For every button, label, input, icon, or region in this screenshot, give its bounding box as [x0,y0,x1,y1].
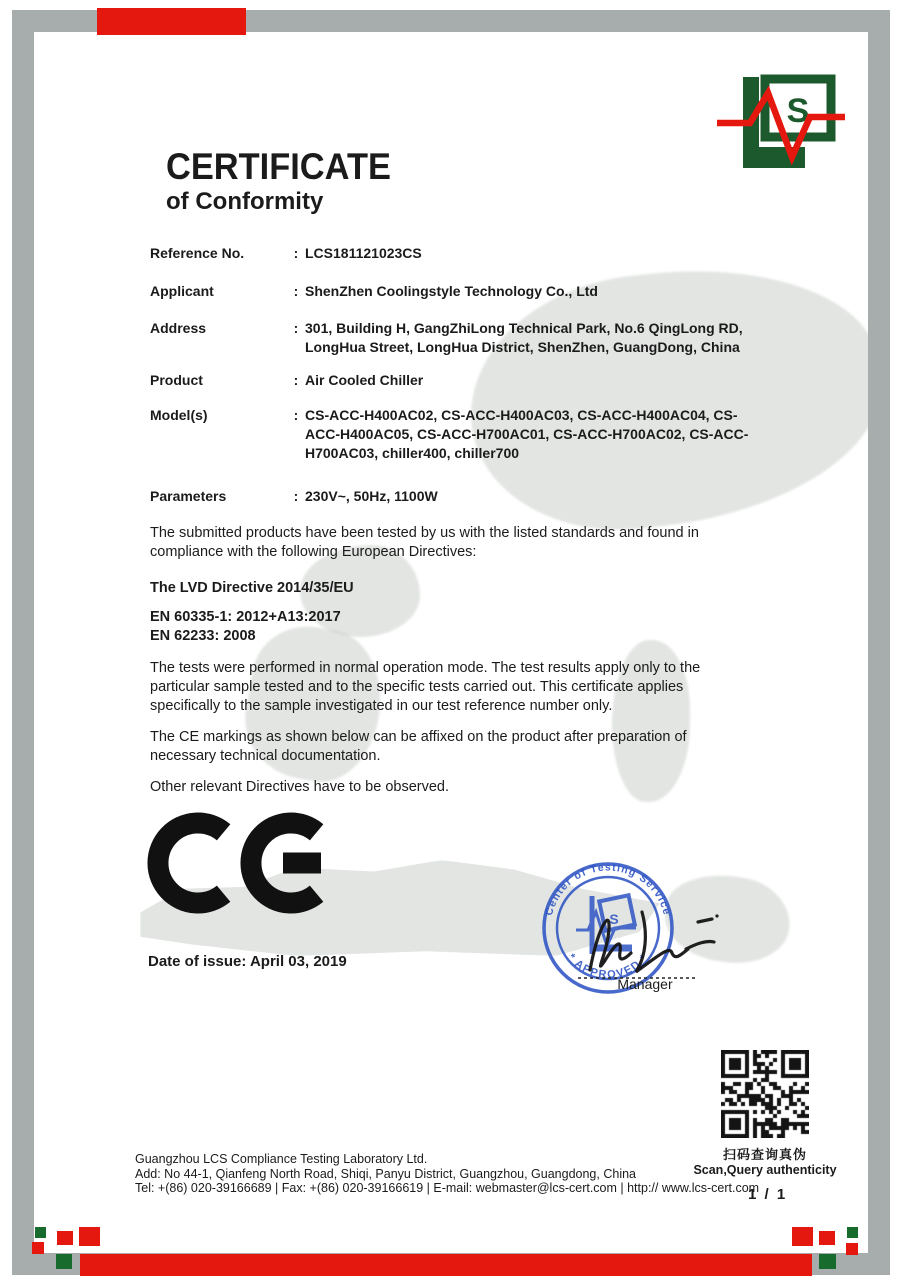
svg-text:Center of Testing Service [543,862,673,917]
certificate-body [150,244,772,814]
standard-item: EN 60335-1: 2012+A13:2017 [150,609,341,625]
decor-square [819,1231,835,1245]
bottom-accent-bar [80,1254,812,1276]
decor-square [57,1231,73,1245]
qr-caption-zh: 扫码查询真伪 [722,1147,807,1162]
decor-square [79,1227,100,1246]
field-row-product: Product : Air Cooled Chiller [150,371,772,390]
field-row-address: Address : 301, Building H, GangZhiLong Technical Park, No.6 QingLong RD, LongHua Street, LongHua District, ShenZhen, GuangDong, China [150,319,772,357]
footer-address: Add: No 44-1, Qianfeng North Road, Shiqi, Panyu District, Guangzhou, Guangdong, China [135,1166,636,1181]
field-value: Air Cooled Chiller [305,372,424,388]
field-label: Parameters [150,488,227,504]
top-accent-bar [97,8,246,35]
lvd-directive: The LVD Directive 2014/35/EU [150,580,354,596]
decor-square [846,1243,858,1255]
stamp-letter-s: S [609,911,619,927]
ce-mark-svg [147,812,342,914]
tests-note: The tests were performed in normal operation mode. The test results apply only to the particular sample tested and to the specific tests carried out. This certificate applies specifically to the sample investigated in our test reference number only. [150,660,701,714]
decor-square [32,1242,44,1254]
date-of-issue: Date of issue: April 03, 2019 [148,953,347,970]
field-label: Product [150,372,203,388]
lcs-logo-graphic [705,65,850,195]
field-label: Address [150,320,207,336]
decor-square [35,1227,46,1238]
field-label: Model(s) [150,407,208,423]
field-row-applicant: Applicant : ShenZhen Coolingstyle Technology Co., Ltd [150,282,772,301]
ce-note: The CE markings as shown below can be affixed on the product after preparation of necessary technical documentation. [150,729,687,764]
field-row-reference-no: Reference No. : LCS181121023CS [150,244,772,263]
field-value: ShenZhen Coolingstyle Technology Co., Ltd [305,283,598,299]
footer-company: Guangzhou LCS Compliance Testing Laboratory Ltd. [135,1152,428,1166]
decor-square [819,1254,836,1269]
standard-item: EN 62233: 2008 [150,628,256,644]
logo-letter-s: S [786,92,810,130]
field-row-parameters: Parameters : 230V~, 50Hz, 1100W [150,487,772,506]
field-row-models: Model(s) : CS-ACC-H400AC02, CS-ACC-H400AC03, CS-ACC-H400AC04, CS-ACC-H400AC05, CS-ACC-H700AC01, CS-ACC-H700AC02, CS-ACC-H700AC03, chiller400, chiller700 [150,406,772,463]
ce-mark-graphic [147,812,342,919]
field-value: LCS181121023CS [305,245,422,261]
field-label: Applicant [150,283,214,299]
other-directives-note: Other relevant Directives have to be observed. [150,779,450,795]
decor-square [56,1254,72,1269]
footer [135,1152,760,1196]
page-indicator: 1 / 1 [748,1186,788,1203]
stamp-ring-text-top: Center of Testing Service [543,861,673,917]
intro-statement: The submitted products have been tested by us with the listed standards and found in compliance with the following European Directives: [150,525,699,560]
field-value: 301, Building H, GangZhiLong Technical Park, No.6 QingLong RD, LongHua Street, LongHua District, ShenZhen, GuangDong, China [305,320,743,355]
stamp-ring-text-bottom: * APPROVED * [565,951,651,982]
standards-list [150,608,732,646]
qr-code [721,1050,809,1138]
field-value: CS-ACC-H400AC02, CS-ACC-H400AC03, CS-ACC-H400AC04, CS-ACC-H400AC05, CS-ACC-H700AC01, CS-ACC-H700AC02, CS-ACC-H700AC03, chiller400, chiller700 [305,407,749,461]
field-value: 230V~, 50Hz, 1100W [305,488,438,504]
decor-square [847,1227,858,1238]
lcs-logo [705,65,850,200]
certificate-title: CERTIFICATE [166,146,391,187]
footer-contact: Tel: +(86) 020-39166689 | Fax: +(86) 020-39166619 | E-mail: webmaster@lcs-cert.com | http:// www.lcs-cert.com [135,1181,760,1195]
qr-caption-en: Scan,Query authenticity [693,1163,837,1177]
certificate-subtitle: of Conformity [166,188,324,215]
signer-title: Manager [617,976,673,992]
field-label: Reference No. [150,245,245,261]
decor-square [792,1227,813,1246]
